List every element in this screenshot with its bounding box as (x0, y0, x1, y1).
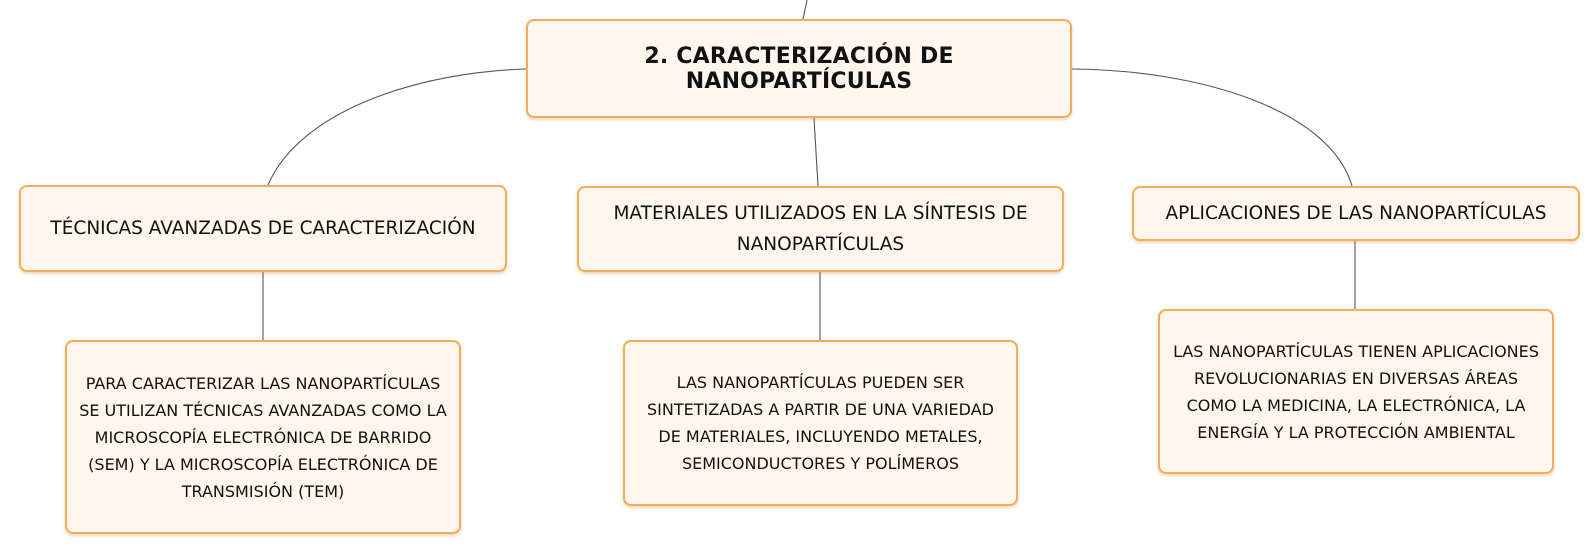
branch-node-materials[interactable] (577, 186, 1064, 272)
connector-root-to-branch-2 (814, 118, 818, 186)
branch-label: APLICACIONES DE LAS NANOPARTÍCULAS (1165, 203, 1547, 224)
branch-node-applications[interactable] (1132, 186, 1580, 241)
detail-text: LAS NANOPARTÍCULAS TIENEN APLICACIONES REVOLUCIONARIAS EN DIVERSAS ÁREAS COMO LA MEDICINA, LA ELECTRÓNICA, LA ENERGÍA Y LA PROTECCIÓN AMBIENTAL (1173, 341, 1539, 442)
connector-parent-to-root (803, 0, 807, 19)
detail-node-techniques[interactable] (65, 340, 461, 534)
root-topic-node[interactable] (526, 19, 1072, 118)
branch-label: MATERIALES UTILIZADOS EN LA SÍNTESIS DE NANOPARTÍCULAS (613, 203, 1028, 255)
detail-text: PARA CARACTERIZAR LAS NANOPARTÍCULAS SE UTILIZAN TÉCNICAS AVANZADAS COMO LA MICROSCOPÍA ELECTRÓNICA DE BARRIDO (SEM) Y LA MICROSCOPÍA ELECTRÓNICA DE TRANSMISIÓN (TEM) (79, 373, 447, 501)
branch-label: TÉCNICAS AVANZADAS DE CARACTERIZACIÓN (50, 218, 476, 239)
branch-node-techniques[interactable] (19, 185, 507, 272)
detail-node-materials[interactable] (623, 340, 1018, 506)
root-topic-label: 2. CARACTERIZACIÓN DE NANOPARTÍCULAS (644, 43, 954, 94)
connector-root-to-branch-3 (1072, 69, 1352, 186)
detail-node-applications[interactable] (1158, 309, 1554, 474)
detail-text: LAS NANOPARTÍCULAS PUEDEN SER SINTETIZADAS A PARTIR DE UNA VARIEDAD DE MATERIALES, INCLUYENDO METALES, SEMICONDUCTORES Y POLÍMEROS (647, 373, 994, 473)
connector-root-to-branch-1 (268, 69, 526, 185)
